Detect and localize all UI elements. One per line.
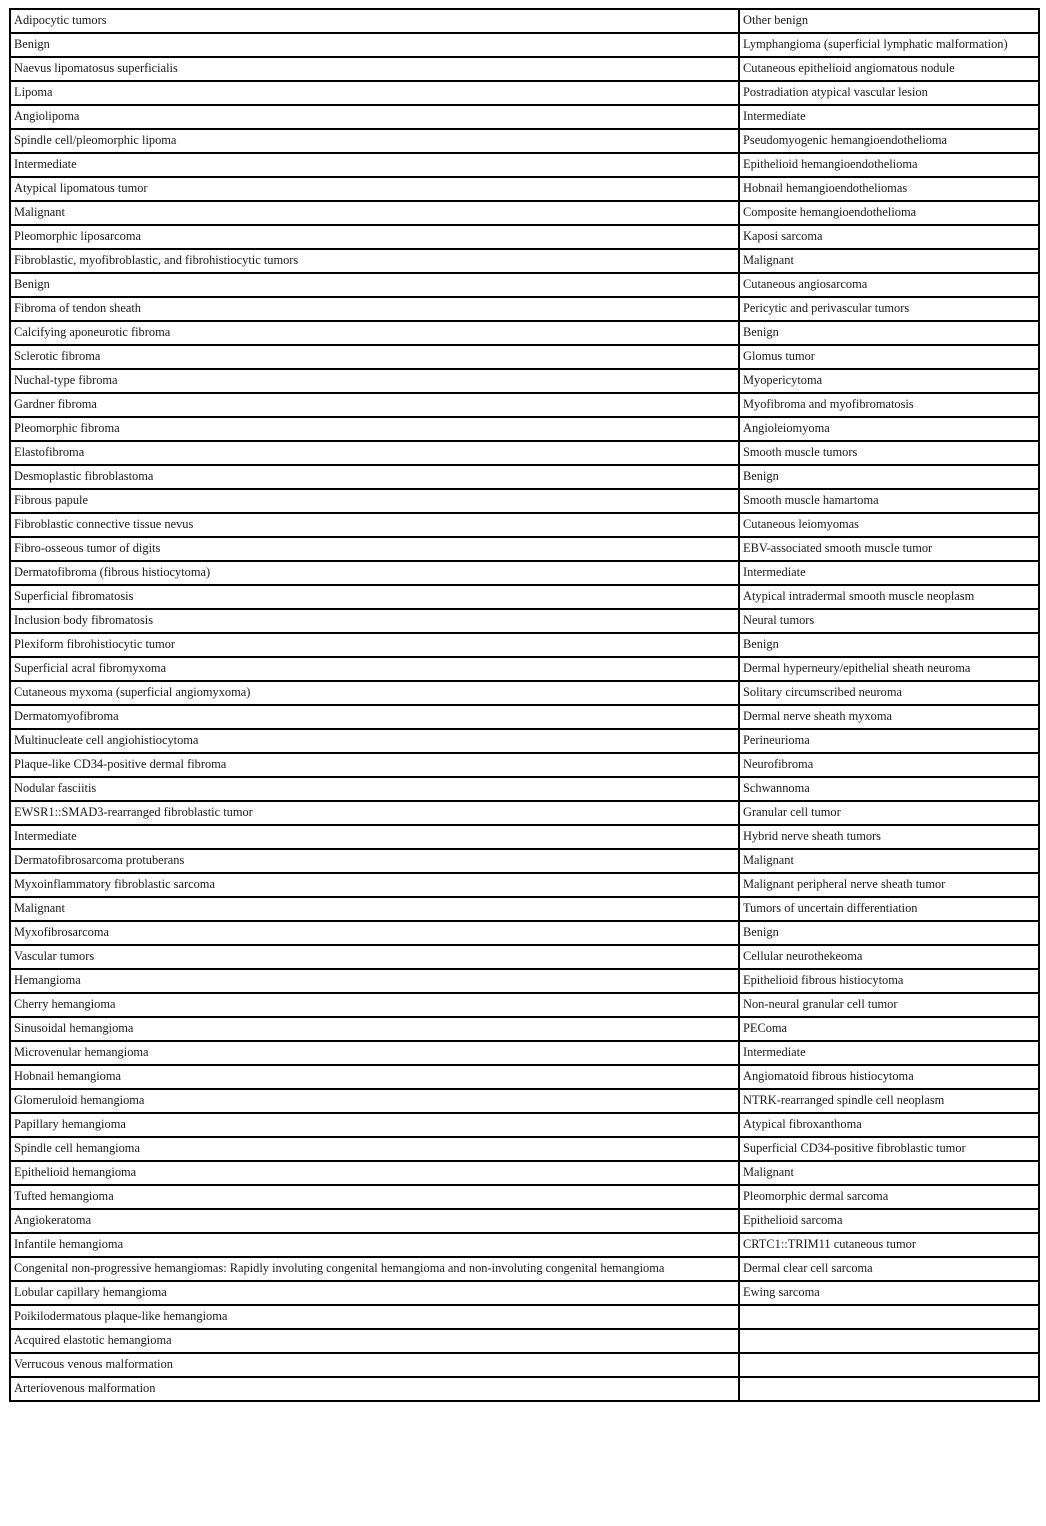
- table-row: [10, 273, 1039, 297]
- left-column-cell: Spindle cell/pleomorphic lipoma: [10, 129, 739, 153]
- right-column-cell: Benign: [739, 633, 1039, 657]
- right-column-cell: Glomus tumor: [739, 345, 1039, 369]
- table-row: [10, 225, 1039, 249]
- table-row: [10, 561, 1039, 585]
- right-column-cell: EBV-associated smooth muscle tumor: [739, 537, 1039, 561]
- table-row: [10, 897, 1039, 921]
- right-column-cell: Benign: [739, 321, 1039, 345]
- right-column-cell: Hobnail hemangioendotheliomas: [739, 177, 1039, 201]
- left-column-cell: Fibroma of tendon sheath: [10, 297, 739, 321]
- table-row: [10, 993, 1039, 1017]
- table-row: [10, 465, 1039, 489]
- left-column-cell: Poikilodermatous plaque-like hemangioma: [10, 1305, 739, 1329]
- right-column-cell: Pseudomyogenic hemangioendothelioma: [739, 129, 1039, 153]
- right-column-cell: Dermal clear cell sarcoma: [739, 1257, 1039, 1281]
- table-row: [10, 585, 1039, 609]
- left-column-cell: Naevus lipomatosus superficialis: [10, 57, 739, 81]
- right-column-cell: Perineurioma: [739, 729, 1039, 753]
- right-column-cell: [739, 1353, 1039, 1377]
- right-column-cell: Smooth muscle tumors: [739, 441, 1039, 465]
- document-page: [9, 8, 1038, 1402]
- right-column-cell: Angiomatoid fibrous histiocytoma: [739, 1065, 1039, 1089]
- right-column-cell: Epithelioid sarcoma: [739, 1209, 1039, 1233]
- left-column-cell: Malignant: [10, 897, 739, 921]
- right-column-cell: Malignant peripheral nerve sheath tumor: [739, 873, 1039, 897]
- table-row: [10, 537, 1039, 561]
- right-column-cell: Other benign: [739, 9, 1039, 33]
- table-row: [10, 777, 1039, 801]
- table-row: [10, 1185, 1039, 1209]
- table-row: [10, 873, 1039, 897]
- right-column-cell: Smooth muscle hamartoma: [739, 489, 1039, 513]
- left-column-cell: Lipoma: [10, 81, 739, 105]
- right-column-cell: Solitary circumscribed neuroma: [739, 681, 1039, 705]
- left-column-cell: Angiolipoma: [10, 105, 739, 129]
- left-column-cell: Gardner fibroma: [10, 393, 739, 417]
- right-column-cell: Pericytic and perivascular tumors: [739, 297, 1039, 321]
- right-column-cell: Postradiation atypical vascular lesion: [739, 81, 1039, 105]
- table-row: [10, 9, 1039, 33]
- right-column-cell: [739, 1329, 1039, 1353]
- left-column-cell: Dermatomyofibroma: [10, 705, 739, 729]
- table-row: [10, 921, 1039, 945]
- right-column-cell: Dermal hyperneury/epithelial sheath neuroma: [739, 657, 1039, 681]
- table-row: [10, 1305, 1039, 1329]
- right-column-cell: Ewing sarcoma: [739, 1281, 1039, 1305]
- right-column-cell: Cutaneous leiomyomas: [739, 513, 1039, 537]
- table-row: [10, 1113, 1039, 1137]
- table-row: [10, 249, 1039, 273]
- right-column-cell: Cutaneous angiosarcoma: [739, 273, 1039, 297]
- left-column-cell: Nuchal-type fibroma: [10, 369, 739, 393]
- left-column-cell: Cutaneous myxoma (superficial angiomyxoma): [10, 681, 739, 705]
- right-column-cell: Kaposi sarcoma: [739, 225, 1039, 249]
- right-column-cell: Dermal nerve sheath myxoma: [739, 705, 1039, 729]
- right-column-cell: Benign: [739, 921, 1039, 945]
- table-row: [10, 801, 1039, 825]
- table-row: [10, 177, 1039, 201]
- left-column-cell: Dermatofibrosarcoma protuberans: [10, 849, 739, 873]
- table-row: [10, 297, 1039, 321]
- table-row: [10, 969, 1039, 993]
- left-column-cell: Angiokeratoma: [10, 1209, 739, 1233]
- right-column-cell: [739, 1305, 1039, 1329]
- table-row: [10, 753, 1039, 777]
- left-column-cell: Plexiform fibrohistiocytic tumor: [10, 633, 739, 657]
- left-column-cell: Arteriovenous malformation: [10, 1377, 739, 1401]
- left-column-cell: Adipocytic tumors: [10, 9, 739, 33]
- left-column-cell: Fibroblastic, myofibroblastic, and fibrohistiocytic tumors: [10, 249, 739, 273]
- left-column-cell: Verrucous venous malformation: [10, 1353, 739, 1377]
- tumor-classification-table: [9, 8, 1040, 1402]
- table-row: [10, 681, 1039, 705]
- table-row: [10, 633, 1039, 657]
- left-column-cell: Benign: [10, 33, 739, 57]
- table-row: [10, 1161, 1039, 1185]
- table-row: [10, 1017, 1039, 1041]
- left-column-cell: Congenital non-progressive hemangiomas: Rapidly involuting congenital hemangioma and non-involuting congenital hemangioma: [10, 1257, 739, 1281]
- table-row: [10, 1065, 1039, 1089]
- right-column-cell: Neurofibroma: [739, 753, 1039, 777]
- left-column-cell: Cherry hemangioma: [10, 993, 739, 1017]
- right-column-cell: [739, 1377, 1039, 1401]
- left-column-cell: Inclusion body fibromatosis: [10, 609, 739, 633]
- table-row: [10, 705, 1039, 729]
- left-column-cell: Sinusoidal hemangioma: [10, 1017, 739, 1041]
- left-column-cell: Acquired elastotic hemangioma: [10, 1329, 739, 1353]
- left-column-cell: Sclerotic fibroma: [10, 345, 739, 369]
- right-column-cell: Atypical fibroxanthoma: [739, 1113, 1039, 1137]
- table-row: [10, 825, 1039, 849]
- left-column-cell: Nodular fasciitis: [10, 777, 739, 801]
- table-row: [10, 33, 1039, 57]
- table-row: [10, 153, 1039, 177]
- table-row: [10, 1209, 1039, 1233]
- left-column-cell: Papillary hemangioma: [10, 1113, 739, 1137]
- table-row: [10, 849, 1039, 873]
- table-row: [10, 105, 1039, 129]
- table-row: [10, 489, 1039, 513]
- table-row: [10, 441, 1039, 465]
- left-column-cell: Hemangioma: [10, 969, 739, 993]
- table-row: [10, 393, 1039, 417]
- left-column-cell: Superficial acral fibromyxoma: [10, 657, 739, 681]
- left-column-cell: Malignant: [10, 201, 739, 225]
- left-column-cell: Pleomorphic liposarcoma: [10, 225, 739, 249]
- right-column-cell: Intermediate: [739, 1041, 1039, 1065]
- left-column-cell: Myxofibrosarcoma: [10, 921, 739, 945]
- right-column-cell: Pleomorphic dermal sarcoma: [739, 1185, 1039, 1209]
- table-row: [10, 657, 1039, 681]
- left-column-cell: Multinucleate cell angiohistiocytoma: [10, 729, 739, 753]
- left-column-cell: Elastofibroma: [10, 441, 739, 465]
- right-column-cell: Myopericytoma: [739, 369, 1039, 393]
- table-row: [10, 1377, 1039, 1401]
- left-column-cell: Desmoplastic fibroblastoma: [10, 465, 739, 489]
- right-column-cell: Hybrid nerve sheath tumors: [739, 825, 1039, 849]
- table-row: [10, 1257, 1039, 1281]
- table-row: [10, 945, 1039, 969]
- table-row: [10, 417, 1039, 441]
- left-column-cell: EWSR1::SMAD3-rearranged fibroblastic tumor: [10, 801, 739, 825]
- left-column-cell: Lobular capillary hemangioma: [10, 1281, 739, 1305]
- right-column-cell: Atypical intradermal smooth muscle neoplasm: [739, 585, 1039, 609]
- left-column-cell: Microvenular hemangioma: [10, 1041, 739, 1065]
- left-column-cell: Pleomorphic fibroma: [10, 417, 739, 441]
- right-column-cell: Intermediate: [739, 105, 1039, 129]
- left-column-cell: Myxoinflammatory fibroblastic sarcoma: [10, 873, 739, 897]
- table-row: [10, 609, 1039, 633]
- left-column-cell: Benign: [10, 273, 739, 297]
- right-column-cell: Angioleiomyoma: [739, 417, 1039, 441]
- right-column-cell: Epithelioid hemangioendothelioma: [739, 153, 1039, 177]
- table-row: [10, 129, 1039, 153]
- right-column-cell: Malignant: [739, 249, 1039, 273]
- right-column-cell: Tumors of uncertain differentiation: [739, 897, 1039, 921]
- left-column-cell: Calcifying aponeurotic fibroma: [10, 321, 739, 345]
- table-row: [10, 1137, 1039, 1161]
- table-row: [10, 1089, 1039, 1113]
- left-column-cell: Tufted hemangioma: [10, 1185, 739, 1209]
- right-column-cell: Myofibroma and myofibromatosis: [739, 393, 1039, 417]
- left-column-cell: Fibroblastic connective tissue nevus: [10, 513, 739, 537]
- right-column-cell: Benign: [739, 465, 1039, 489]
- right-column-cell: Epithelioid fibrous histiocytoma: [739, 969, 1039, 993]
- table-row: [10, 1329, 1039, 1353]
- right-column-cell: Malignant: [739, 849, 1039, 873]
- right-column-cell: Superficial CD34-positive fibroblastic tumor: [739, 1137, 1039, 1161]
- left-column-cell: Glomeruloid hemangioma: [10, 1089, 739, 1113]
- left-column-cell: Intermediate: [10, 153, 739, 177]
- left-column-cell: Superficial fibromatosis: [10, 585, 739, 609]
- right-column-cell: Non-neural granular cell tumor: [739, 993, 1039, 1017]
- right-column-cell: Intermediate: [739, 561, 1039, 585]
- table-row: [10, 1353, 1039, 1377]
- left-column-cell: Spindle cell hemangioma: [10, 1137, 739, 1161]
- right-column-cell: Cutaneous epithelioid angiomatous nodule: [739, 57, 1039, 81]
- right-column-cell: Composite hemangioendothelioma: [739, 201, 1039, 225]
- right-column-cell: Cellular neurothekeoma: [739, 945, 1039, 969]
- table-row: [10, 1041, 1039, 1065]
- left-column-cell: Fibro-osseous tumor of digits: [10, 537, 739, 561]
- table-row: [10, 321, 1039, 345]
- right-column-cell: Schwannoma: [739, 777, 1039, 801]
- right-column-cell: Malignant: [739, 1161, 1039, 1185]
- table-body: [10, 9, 1039, 1401]
- table-row: [10, 345, 1039, 369]
- left-column-cell: Infantile hemangioma: [10, 1233, 739, 1257]
- left-column-cell: Vascular tumors: [10, 945, 739, 969]
- table-row: [10, 57, 1039, 81]
- left-column-cell: Fibrous papule: [10, 489, 739, 513]
- right-column-cell: Granular cell tumor: [739, 801, 1039, 825]
- right-column-cell: Neural tumors: [739, 609, 1039, 633]
- left-column-cell: Intermediate: [10, 825, 739, 849]
- right-column-cell: Lymphangioma (superficial lymphatic malformation): [739, 33, 1039, 57]
- left-column-cell: Hobnail hemangioma: [10, 1065, 739, 1089]
- table-row: [10, 369, 1039, 393]
- left-column-cell: Plaque-like CD34-positive dermal fibroma: [10, 753, 739, 777]
- table-row: [10, 1233, 1039, 1257]
- table-row: [10, 1281, 1039, 1305]
- table-row: [10, 729, 1039, 753]
- right-column-cell: CRTC1::TRIM11 cutaneous tumor: [739, 1233, 1039, 1257]
- table-row: [10, 513, 1039, 537]
- right-column-cell: NTRK-rearranged spindle cell neoplasm: [739, 1089, 1039, 1113]
- left-column-cell: Dermatofibroma (fibrous histiocytoma): [10, 561, 739, 585]
- table-row: [10, 201, 1039, 225]
- right-column-cell: PEComa: [739, 1017, 1039, 1041]
- left-column-cell: Epithelioid hemangioma: [10, 1161, 739, 1185]
- table-row: [10, 81, 1039, 105]
- left-column-cell: Atypical lipomatous tumor: [10, 177, 739, 201]
